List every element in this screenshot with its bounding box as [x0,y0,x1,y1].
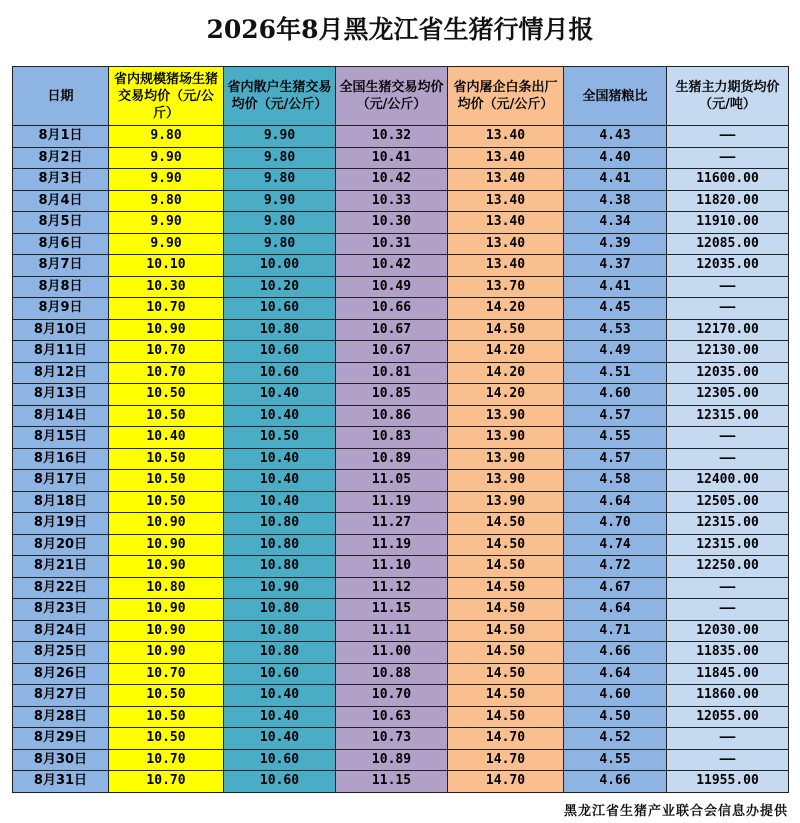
table-row [13,663,789,685]
carcass-price-cell: 13.40 [448,126,564,148]
carcass-price-cell: 14.50 [448,706,564,728]
carcass-price-cell: 13.90 [448,491,564,513]
scale-farm-price-cell: 10.90 [109,534,224,556]
futures-price-cell: 12315.00 [667,405,789,427]
retail-farm-price-cell: 10.40 [224,491,336,513]
hog-grain-ratio-cell: 4.64 [564,663,667,685]
date-cell: 8月6日 [13,233,109,255]
futures-price-cell: —— [667,427,789,449]
carcass-price-cell: 13.40 [448,190,564,212]
retail-farm-price-cell: 9.90 [224,126,336,148]
hog-grain-ratio-cell: 4.57 [564,405,667,427]
national-price-cell: 10.32 [336,126,448,148]
retail-farm-price-cell: 10.40 [224,685,336,707]
carcass-price-cell: 14.20 [448,362,564,384]
date-cell: 8月1日 [13,126,109,148]
scale-farm-price-cell: 10.50 [109,706,224,728]
retail-farm-price-cell: 9.90 [224,190,336,212]
date-cell: 8月26日 [13,663,109,685]
futures-price-cell: 11845.00 [667,663,789,685]
retail-farm-price-cell: 10.40 [224,448,336,470]
hog-grain-ratio-cell: 4.37 [564,255,667,277]
hog-grain-ratio-cell: 4.40 [564,147,667,169]
scale-farm-price-cell: 9.80 [109,126,224,148]
futures-price-cell: 11955.00 [667,771,789,793]
date-cell: 8月25日 [13,642,109,664]
report-title: 2026年8月黑龙江省生猪行情月报 [206,15,594,44]
hog-grain-ratio-cell: 4.53 [564,319,667,341]
national-price-cell: 11.19 [336,491,448,513]
carcass-price-cell: 14.50 [448,513,564,535]
table-row [13,126,789,148]
national-price-cell: 10.42 [336,255,448,277]
futures-price-cell: 11910.00 [667,212,789,234]
carcass-price-cell: 14.20 [448,384,564,406]
futures-price-cell: 12035.00 [667,255,789,277]
header-retail-farm-price: 省内散户生猪交易均价（元/公斤） [224,67,336,126]
national-price-cell: 11.27 [336,513,448,535]
header-hog-grain-ratio: 全国猪粮比 [564,67,667,126]
header-row [13,67,789,126]
hog-grain-ratio-cell: 4.45 [564,298,667,320]
national-price-cell: 10.49 [336,276,448,298]
carcass-price-cell: 14.70 [448,771,564,793]
futures-price-cell: 12055.00 [667,706,789,728]
scale-farm-price-cell: 10.50 [109,491,224,513]
table-row [13,233,789,255]
retail-farm-price-cell: 10.80 [224,319,336,341]
date-cell: 8月14日 [13,405,109,427]
retail-farm-price-cell: 10.60 [224,341,336,363]
national-price-cell: 10.86 [336,405,448,427]
date-cell: 8月23日 [13,599,109,621]
table-row [13,362,789,384]
carcass-price-cell: 13.40 [448,212,564,234]
futures-price-cell: —— [667,126,789,148]
retail-farm-price-cell: 10.60 [224,298,336,320]
futures-price-cell: —— [667,276,789,298]
date-cell: 8月3日 [13,169,109,191]
date-cell: 8月4日 [13,190,109,212]
national-price-cell: 10.66 [336,298,448,320]
date-cell: 8月12日 [13,362,109,384]
futures-price-cell: —— [667,577,789,599]
futures-price-cell: 12315.00 [667,534,789,556]
table-row [13,298,789,320]
scale-farm-price-cell: 10.80 [109,577,224,599]
scale-farm-price-cell: 10.90 [109,319,224,341]
national-price-cell: 10.31 [336,233,448,255]
table-row [13,448,789,470]
scale-farm-price-cell: 10.70 [109,298,224,320]
hog-grain-ratio-cell: 4.39 [564,233,667,255]
header-carcass-price: 省内屠企白条出厂均价（元/公斤） [448,67,564,126]
date-cell: 8月17日 [13,470,109,492]
national-price-cell: 10.67 [336,341,448,363]
national-price-cell: 10.89 [336,749,448,771]
table-row [13,255,789,277]
date-cell: 8月16日 [13,448,109,470]
scale-farm-price-cell: 10.90 [109,599,224,621]
retail-farm-price-cell: 10.40 [224,706,336,728]
hog-grain-ratio-cell: 4.41 [564,276,667,298]
header-futures-price: 生猪主力期货均价（元/吨） [667,67,789,126]
table-row [13,190,789,212]
scale-farm-price-cell: 9.90 [109,212,224,234]
national-price-cell: 10.41 [336,147,448,169]
table-row [13,147,789,169]
futures-price-cell: 11600.00 [667,169,789,191]
hog-grain-ratio-cell: 4.60 [564,384,667,406]
table-row [13,642,789,664]
hog-grain-ratio-cell: 4.60 [564,685,667,707]
hog-grain-ratio-cell: 4.52 [564,728,667,750]
futures-price-cell: —— [667,448,789,470]
date-cell: 8月10日 [13,319,109,341]
retail-farm-price-cell: 10.60 [224,771,336,793]
retail-farm-price-cell: 10.80 [224,620,336,642]
national-price-cell: 10.33 [336,190,448,212]
carcass-price-cell: 14.50 [448,620,564,642]
table-row [13,276,789,298]
scale-farm-price-cell: 9.90 [109,169,224,191]
carcass-price-cell: 14.50 [448,577,564,599]
hog-grain-ratio-cell: 4.51 [564,362,667,384]
futures-price-cell: —— [667,599,789,621]
header-date: 日期 [13,67,109,126]
national-price-cell: 11.19 [336,534,448,556]
carcass-price-cell: 13.40 [448,233,564,255]
hog-grain-ratio-cell: 4.57 [564,448,667,470]
carcass-price-cell: 13.70 [448,276,564,298]
table-row [13,341,789,363]
carcass-price-cell: 14.70 [448,749,564,771]
hog-grain-ratio-cell: 4.49 [564,341,667,363]
national-price-cell: 10.42 [336,169,448,191]
date-cell: 8月2日 [13,147,109,169]
futures-price-cell: —— [667,749,789,771]
carcass-price-cell: 14.50 [448,534,564,556]
table-row [13,620,789,642]
scale-farm-price-cell: 9.90 [109,233,224,255]
scale-farm-price-cell: 10.50 [109,384,224,406]
hog-grain-ratio-cell: 4.74 [564,534,667,556]
carcass-price-cell: 14.20 [448,298,564,320]
carcass-price-cell: 13.90 [448,405,564,427]
carcass-price-cell: 14.20 [448,341,564,363]
table-body [13,126,789,793]
table-row [13,491,789,513]
futures-price-cell: 11835.00 [667,642,789,664]
national-price-cell: 10.67 [336,319,448,341]
carcass-price-cell: 14.70 [448,728,564,750]
date-cell: 8月11日 [13,341,109,363]
national-price-cell: 10.88 [336,663,448,685]
scale-farm-price-cell: 10.30 [109,276,224,298]
carcass-price-cell: 14.50 [448,642,564,664]
futures-price-cell: 12130.00 [667,341,789,363]
hog-grain-ratio-cell: 4.55 [564,427,667,449]
national-price-cell: 10.73 [336,728,448,750]
table-row [13,169,789,191]
scale-farm-price-cell: 9.80 [109,190,224,212]
national-price-cell: 11.11 [336,620,448,642]
hog-grain-ratio-cell: 4.55 [564,749,667,771]
hog-grain-ratio-cell: 4.38 [564,190,667,212]
carcass-price-cell: 14.50 [448,599,564,621]
national-price-cell: 11.15 [336,599,448,621]
retail-farm-price-cell: 10.80 [224,642,336,664]
national-price-cell: 10.83 [336,427,448,449]
national-price-cell: 11.10 [336,556,448,578]
retail-farm-price-cell: 10.50 [224,427,336,449]
futures-price-cell: 12250.00 [667,556,789,578]
hog-grain-ratio-cell: 4.66 [564,771,667,793]
date-cell: 8月22日 [13,577,109,599]
retail-farm-price-cell: 10.20 [224,276,336,298]
date-cell: 8月9日 [13,298,109,320]
national-price-cell: 10.89 [336,448,448,470]
national-price-cell: 10.70 [336,685,448,707]
retail-farm-price-cell: 10.80 [224,599,336,621]
scale-farm-price-cell: 10.70 [109,341,224,363]
retail-farm-price-cell: 9.80 [224,212,336,234]
hog-grain-ratio-cell: 4.71 [564,620,667,642]
national-price-cell: 10.85 [336,384,448,406]
date-cell: 8月13日 [13,384,109,406]
scale-farm-price-cell: 10.40 [109,427,224,449]
carcass-price-cell: 14.50 [448,556,564,578]
date-cell: 8月24日 [13,620,109,642]
hog-grain-ratio-cell: 4.72 [564,556,667,578]
retail-farm-price-cell: 10.40 [224,470,336,492]
hog-grain-ratio-cell: 4.43 [564,126,667,148]
hog-grain-ratio-cell: 4.66 [564,642,667,664]
retail-farm-price-cell: 10.40 [224,405,336,427]
retail-farm-price-cell: 9.80 [224,147,336,169]
retail-farm-price-cell: 10.60 [224,663,336,685]
date-cell: 8月31日 [13,771,109,793]
futures-price-cell: 12305.00 [667,384,789,406]
scale-farm-price-cell: 9.90 [109,147,224,169]
carcass-price-cell: 13.40 [448,255,564,277]
national-price-cell: 10.63 [336,706,448,728]
hog-grain-ratio-cell: 4.67 [564,577,667,599]
table-row [13,212,789,234]
futures-price-cell: —— [667,147,789,169]
table-row [13,749,789,771]
hog-grain-ratio-cell: 4.41 [564,169,667,191]
carcass-price-cell: 14.50 [448,685,564,707]
date-cell: 8月7日 [13,255,109,277]
date-cell: 8月27日 [13,685,109,707]
carcass-price-cell: 14.50 [448,663,564,685]
scale-farm-price-cell: 10.90 [109,620,224,642]
futures-price-cell: 12170.00 [667,319,789,341]
date-cell: 8月18日 [13,491,109,513]
table-row [13,384,789,406]
table-row [13,470,789,492]
retail-farm-price-cell: 10.40 [224,728,336,750]
date-cell: 8月20日 [13,534,109,556]
carcass-price-cell: 13.90 [448,427,564,449]
scale-farm-price-cell: 10.10 [109,255,224,277]
header-scale-farm-price: 省内规模猪场生猪交易均价（元/公斤） [109,67,224,126]
futures-price-cell: 12505.00 [667,491,789,513]
table-row [13,577,789,599]
table-row [13,405,789,427]
carcass-price-cell: 13.40 [448,169,564,191]
hog-grain-ratio-cell: 4.64 [564,599,667,621]
date-cell: 8月28日 [13,706,109,728]
scale-farm-price-cell: 10.50 [109,448,224,470]
futures-price-cell: 11860.00 [667,685,789,707]
scale-farm-price-cell: 10.70 [109,362,224,384]
table-row [13,556,789,578]
national-price-cell: 11.05 [336,470,448,492]
retail-farm-price-cell: 10.80 [224,513,336,535]
carcass-price-cell: 13.40 [448,147,564,169]
retail-farm-price-cell: 10.90 [224,577,336,599]
table-row [13,771,789,793]
futures-price-cell: 11820.00 [667,190,789,212]
date-cell: 8月8日 [13,276,109,298]
retail-farm-price-cell: 9.80 [224,169,336,191]
scale-farm-price-cell: 10.90 [109,556,224,578]
carcass-price-cell: 13.90 [448,470,564,492]
table-row [13,319,789,341]
table-row [13,728,789,750]
table-row [13,427,789,449]
scale-farm-price-cell: 10.70 [109,771,224,793]
scale-farm-price-cell: 10.90 [109,513,224,535]
scale-farm-price-cell: 10.50 [109,685,224,707]
date-cell: 8月21日 [13,556,109,578]
national-price-cell: 11.00 [336,642,448,664]
futures-price-cell: 12030.00 [667,620,789,642]
futures-price-cell: 12035.00 [667,362,789,384]
futures-price-cell: 12315.00 [667,513,789,535]
retail-farm-price-cell: 10.40 [224,384,336,406]
table-row [13,513,789,535]
hog-grain-ratio-cell: 4.50 [564,706,667,728]
scale-farm-price-cell: 10.50 [109,405,224,427]
scale-farm-price-cell: 10.70 [109,663,224,685]
carcass-price-cell: 14.50 [448,319,564,341]
hog-grain-ratio-cell: 4.58 [564,470,667,492]
date-cell: 8月30日 [13,749,109,771]
table-row [13,685,789,707]
retail-farm-price-cell: 10.60 [224,362,336,384]
scale-farm-price-cell: 10.90 [109,642,224,664]
date-cell: 8月5日 [13,212,109,234]
hog-grain-ratio-cell: 4.70 [564,513,667,535]
hog-grain-ratio-cell: 4.34 [564,212,667,234]
retail-farm-price-cell: 10.80 [224,534,336,556]
table-row [13,599,789,621]
hog-grain-ratio-cell: 4.64 [564,491,667,513]
date-cell: 8月29日 [13,728,109,750]
date-cell: 8月15日 [13,427,109,449]
futures-price-cell: 12400.00 [667,470,789,492]
futures-price-cell: —— [667,298,789,320]
scale-farm-price-cell: 10.50 [109,470,224,492]
scale-farm-price-cell: 10.50 [109,728,224,750]
scale-farm-price-cell: 10.70 [109,749,224,771]
retail-farm-price-cell: 10.00 [224,255,336,277]
national-price-cell: 10.81 [336,362,448,384]
national-price-cell: 11.12 [336,577,448,599]
national-price-cell: 11.15 [336,771,448,793]
date-cell: 8月19日 [13,513,109,535]
national-price-cell: 10.30 [336,212,448,234]
futures-price-cell: 12085.00 [667,233,789,255]
header-national-price: 全国生猪交易均价（元/公斤） [336,67,448,126]
table-row [13,706,789,728]
table-row [13,534,789,556]
source-footer: 黑龙江省生猪产业联合会信息办提供 [563,804,788,819]
retail-farm-price-cell: 10.60 [224,749,336,771]
price-table [12,66,789,793]
retail-farm-price-cell: 10.80 [224,556,336,578]
retail-farm-price-cell: 9.80 [224,233,336,255]
carcass-price-cell: 13.90 [448,448,564,470]
futures-price-cell: —— [667,728,789,750]
